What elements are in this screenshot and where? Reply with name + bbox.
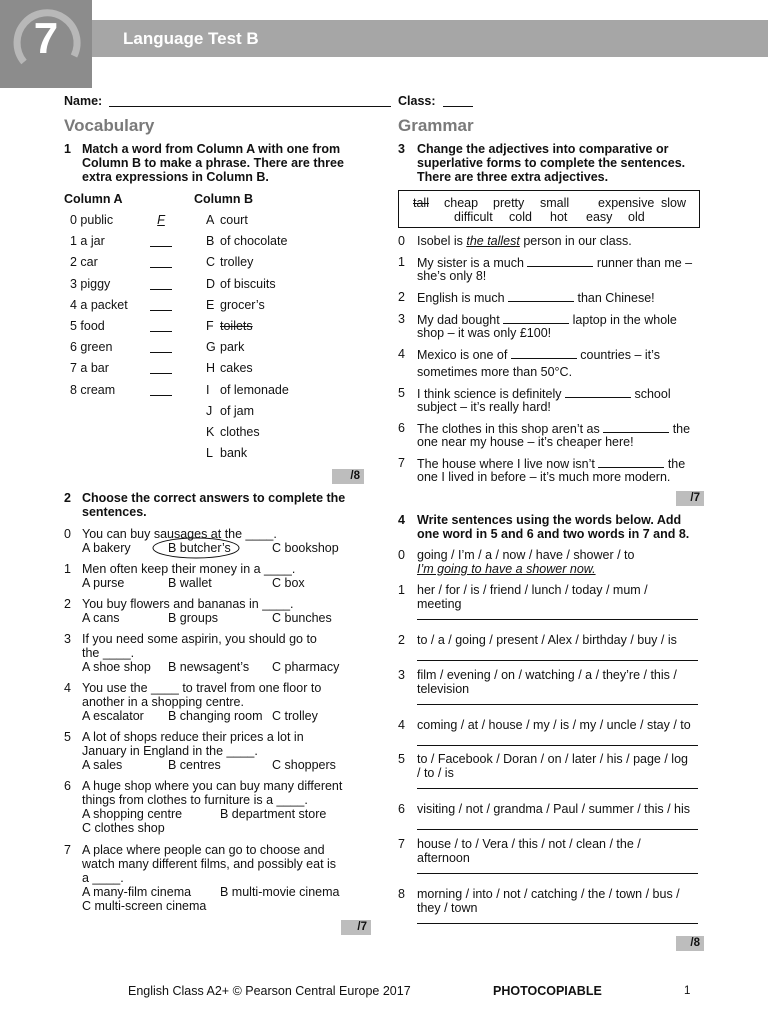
answer-option[interactable]: B centres — [168, 758, 221, 772]
sentence-text: I think science is definitely — [417, 387, 565, 401]
answer-blank[interactable] — [150, 246, 172, 247]
sentence-text: person in our class. — [519, 234, 632, 248]
item-number: 0 — [398, 234, 405, 248]
adjective: old — [628, 210, 645, 224]
column-b-letter: K — [206, 425, 215, 439]
word-prompt: film / evening / on / watching / a / they’re / this / — [417, 668, 677, 682]
sentence-line — [417, 234, 632, 248]
column-b-letter: B — [206, 234, 215, 249]
answer-line[interactable] — [417, 873, 698, 874]
answer-option[interactable]: C bookshop — [272, 541, 339, 555]
word-prompt: they / town — [417, 901, 478, 915]
sentence-text: laptop in the whole — [569, 313, 677, 327]
example-answer: the tallest — [466, 234, 520, 248]
column-b-item: of biscuits — [220, 276, 276, 291]
answer-option[interactable]: B multi-movie cinema — [220, 885, 340, 899]
answer-option[interactable]: C multi-screen cinema — [82, 899, 207, 913]
answer-line[interactable] — [417, 704, 698, 705]
column-a-item: 0 public — [70, 213, 114, 227]
footer-copyright: English Class A2+ © Pearson Central Europe 2017 — [128, 984, 411, 998]
answer-blank[interactable] — [150, 267, 172, 268]
answer-blank[interactable] — [150, 373, 172, 374]
column-b-item: park — [220, 340, 245, 355]
column-b-letter: J — [206, 403, 213, 418]
answer-option[interactable]: B changing room — [168, 709, 263, 723]
answer-line[interactable] — [417, 745, 698, 746]
item-number: 8 — [398, 887, 405, 901]
adjective: cold — [509, 210, 532, 224]
word-prompt: afternoon — [417, 851, 470, 865]
question-number: 6 — [64, 779, 71, 793]
name-label: Name: — [64, 94, 103, 108]
example-prompt: going / I’m / a / now / have / shower / to — [417, 548, 635, 562]
question-number: 2 — [64, 597, 71, 611]
question-text: another in a shopping centre. — [82, 695, 244, 709]
column-b-item: grocer’s — [220, 297, 265, 312]
answer-blank[interactable] — [150, 289, 172, 290]
word-prompt: to / a / going / present / Alex / birthday / buy / is — [417, 633, 677, 647]
answer-option[interactable]: A sales — [82, 758, 123, 772]
column-b-letter: F — [206, 319, 214, 333]
adjective: expensive — [598, 196, 655, 210]
task-number: 4 — [398, 513, 405, 527]
sentence-text: she’s only 8! — [417, 269, 487, 283]
adjective: small — [540, 196, 570, 210]
score-box: /8 — [676, 936, 704, 951]
column-b-letter: A — [206, 213, 215, 227]
task-number: 2 — [64, 491, 71, 505]
question-text: the ____. — [82, 646, 135, 660]
adjective: easy — [586, 210, 613, 224]
answer-option[interactable]: A many-film cinema — [82, 885, 192, 899]
adjective: hot — [550, 210, 568, 224]
question-text: You buy flowers and bananas in ____. — [82, 597, 294, 611]
answer-option[interactable]: A shopping centre — [82, 807, 183, 821]
answer-option[interactable]: A bakery — [82, 541, 131, 555]
unit-number: 7 — [33, 14, 59, 63]
question-text: watch many different films, and possibly eat is — [82, 857, 337, 871]
adjective: difficult — [454, 210, 493, 224]
sentence-text: the — [669, 422, 691, 436]
answer-blank[interactable] — [150, 395, 172, 396]
answer-option[interactable]: B groups — [168, 611, 219, 625]
score-box: /7 — [341, 920, 371, 935]
vocabulary-heading: Vocabulary — [64, 116, 155, 135]
answer-line[interactable] — [417, 923, 698, 924]
column-b-item: of lemonade — [220, 382, 289, 397]
sentence-line — [417, 255, 692, 270]
task-number: 3 — [398, 142, 405, 156]
word-prompt: to / Facebook / Doran / on / later / his / page / log — [417, 752, 688, 766]
answer-blank[interactable] — [511, 347, 577, 359]
sentence-text: school — [631, 387, 671, 401]
column-b-letter: H — [206, 361, 216, 376]
column-b-heading: Column B — [194, 192, 254, 206]
item-number: 3 — [398, 668, 405, 682]
column-a-item: 4 a packet — [70, 297, 128, 312]
sentence-text: The clothes in this shop aren’t as — [417, 422, 604, 436]
sentence-line — [417, 347, 660, 362]
column-b-letter: C — [206, 255, 216, 270]
word-prompt: her / for / is / friend / lunch / today / mum / — [417, 583, 648, 597]
item-number: 6 — [398, 421, 405, 435]
answer-blank[interactable] — [508, 290, 574, 302]
sentence-text: Mexico is one of — [417, 348, 511, 362]
column-a-item: 1 a jar — [70, 234, 105, 249]
question-number: 0 — [64, 527, 71, 541]
word-prompt: / to / is — [417, 766, 454, 780]
answer-blank[interactable] — [150, 331, 172, 332]
adjective: tall — [413, 196, 429, 210]
column-a-item: 6 green — [70, 340, 113, 355]
column-b-letter: G — [206, 340, 216, 355]
question-text: a ____. — [82, 871, 124, 885]
word-prompt: television — [417, 682, 470, 696]
word-prompt: morning / into / not / catching / the / town / bus / — [417, 887, 680, 901]
sentence-line — [417, 312, 677, 327]
answer-line[interactable] — [417, 788, 698, 789]
example-answer: F — [157, 213, 165, 227]
answer-option[interactable]: A cans — [82, 611, 120, 625]
page-title: Language Test B — [123, 29, 259, 48]
sentence-text: shop – it was only £100! — [417, 326, 552, 340]
item-number: 6 — [398, 802, 405, 816]
sentence-text: subject – it’s really hard! — [417, 400, 551, 414]
task-instruction: Change the adjectives into comparative or superlative forms to complete the sentences. There are three extra adjectives. — [417, 142, 686, 184]
question-number: 5 — [64, 730, 71, 744]
answer-blank[interactable] — [603, 421, 669, 433]
sentence-text: than Chinese! — [574, 291, 655, 305]
item-number: 7 — [398, 837, 405, 851]
item-number: 3 — [398, 312, 405, 326]
sentence-text: Isobel is — [417, 234, 467, 248]
task-instruction: Write sentences using the words below. Add one word in 5 and 6 and two words in 7 and 8. — [417, 513, 690, 541]
question-number: 7 — [64, 843, 71, 857]
column-b-item: bank — [220, 446, 248, 461]
answer-option[interactable]: B butcher’s — [168, 541, 231, 555]
column-b-letter: D — [206, 276, 216, 291]
answer-blank[interactable] — [527, 255, 593, 267]
word-prompt: house / to / Vera / this / not / clean / the / — [417, 837, 641, 851]
sentence-text: countries – it’s — [576, 348, 660, 362]
item-number: 1 — [398, 583, 405, 597]
question-text: A place where people can go to choose and — [82, 843, 325, 857]
item-number: 1 — [398, 255, 405, 269]
sentence-text: one I lived in before – it’s much more modern. — [417, 470, 671, 484]
adjective: slow — [661, 196, 687, 210]
answer-option[interactable]: B wallet — [168, 576, 212, 590]
word-prompt: visiting / not / grandma / Paul / summer / this / his — [417, 802, 691, 816]
answer-option[interactable]: A shoe shop — [82, 660, 151, 674]
adjective-box — [398, 190, 700, 228]
sentence-text: the — [664, 457, 686, 471]
column-b-letter: E — [206, 297, 215, 312]
column-b-letter: I — [206, 382, 210, 397]
task-number: 1 — [64, 142, 71, 156]
answer-circle-icon — [152, 537, 240, 559]
answer-option[interactable]: C bunches — [272, 611, 332, 625]
answer-option[interactable]: C box — [272, 576, 305, 590]
class-label: Class: — [398, 94, 436, 108]
answer-option[interactable]: A escalator — [82, 709, 144, 723]
sentence-text: My sister is a much — [417, 256, 528, 270]
word-prompt: coming / at / house / my / is / my / uncle / stay / to — [417, 718, 691, 732]
answer-line[interactable] — [417, 829, 698, 830]
question-text: Men often keep their money in a ____. — [82, 562, 296, 576]
sentence-text: The house where I live now isn’t — [417, 457, 599, 471]
item-number: 2 — [398, 633, 405, 647]
answer-option[interactable]: B department store — [220, 807, 327, 821]
adjective: pretty — [493, 196, 525, 210]
name-field[interactable] — [109, 106, 391, 107]
item-number: 2 — [398, 290, 405, 304]
example-number: 0 — [398, 548, 405, 562]
column-a-item: 5 food — [70, 319, 105, 333]
column-a-item: 3 piggy — [70, 276, 111, 291]
example-answer: I’m going to have a shower now. — [417, 562, 596, 576]
column-b-item: toilets — [220, 319, 253, 333]
sentence-text: sometimes more than 50°C. — [417, 365, 573, 379]
answer-blank[interactable] — [150, 310, 172, 311]
answer-blank[interactable] — [565, 386, 631, 398]
column-b-item: of jam — [220, 403, 255, 418]
footer-photocopiable: PHOTOCOPIABLE — [493, 984, 602, 998]
answer-option[interactable]: C shoppers — [272, 758, 336, 772]
page-number: 1 — [684, 985, 691, 997]
sentence-line — [417, 386, 671, 401]
column-a-item: 2 car — [70, 255, 98, 270]
answer-blank[interactable] — [598, 456, 664, 468]
sentence-text: runner than me – — [593, 256, 693, 270]
sentence-text: one near my house – it’s cheaper here! — [417, 435, 634, 449]
answer-line[interactable] — [417, 660, 698, 661]
column-b-item: of chocolate — [220, 234, 288, 249]
sentence-line — [417, 456, 685, 471]
question-text: A lot of shops reduce their prices a lot in — [82, 730, 304, 744]
column-b-item: trolley — [220, 255, 254, 270]
task-instruction: Choose the correct answers to complete the sentences. — [82, 491, 346, 519]
sentence-text: My dad bought — [417, 313, 504, 327]
answer-option[interactable]: C clothes shop — [82, 821, 165, 835]
answer-line[interactable] — [417, 619, 698, 620]
score-box: /8 — [332, 469, 364, 484]
question-text: If you need some aspirin, you should go to — [82, 632, 317, 646]
class-field[interactable] — [443, 106, 473, 107]
sentence-line — [417, 290, 655, 305]
item-number: 4 — [398, 718, 405, 732]
sentence-text: English is much — [417, 291, 509, 305]
question-text: January in England in the ____. — [82, 744, 258, 758]
score-box: /7 — [676, 491, 704, 506]
item-number: 7 — [398, 456, 405, 470]
column-b-item: clothes — [220, 425, 260, 439]
item-number: 5 — [398, 386, 405, 400]
column-a-item: 7 a bar — [70, 361, 109, 376]
answer-option[interactable]: B newsagent’s — [168, 660, 250, 674]
question-text: You use the ____ to travel from one floor to — [82, 681, 322, 695]
question-number: 3 — [64, 632, 71, 646]
word-prompt: meeting — [417, 597, 462, 611]
answer-option[interactable]: C pharmacy — [272, 660, 340, 674]
question-number: 1 — [64, 562, 71, 576]
task-instruction: Match a word from Column A with one from Column B to make a phrase. There are three extra expressions in Column B. — [82, 142, 344, 184]
question-text: A huge shop where you can buy many different — [82, 779, 343, 793]
answer-option[interactable]: A purse — [82, 576, 125, 590]
column-b-letter: L — [206, 446, 213, 461]
adjective: cheap — [444, 196, 479, 210]
sentence-line — [417, 421, 690, 436]
column-a-item: 8 cream — [70, 382, 116, 397]
column-b-item: court — [220, 213, 248, 227]
grammar-heading: Grammar — [398, 116, 474, 135]
question-text: You can buy sausages at the ____. — [82, 527, 277, 541]
column-b-item: cakes — [220, 361, 253, 376]
answer-option[interactable]: C trolley — [272, 709, 318, 723]
question-text: things from clothes to furniture is a ____. — [82, 793, 308, 807]
item-number: 4 — [398, 347, 405, 361]
question-number: 4 — [64, 681, 71, 695]
answer-blank[interactable] — [503, 312, 569, 324]
answer-blank[interactable] — [150, 352, 172, 353]
item-number: 5 — [398, 752, 405, 766]
column-a-heading: Column A — [64, 192, 123, 206]
